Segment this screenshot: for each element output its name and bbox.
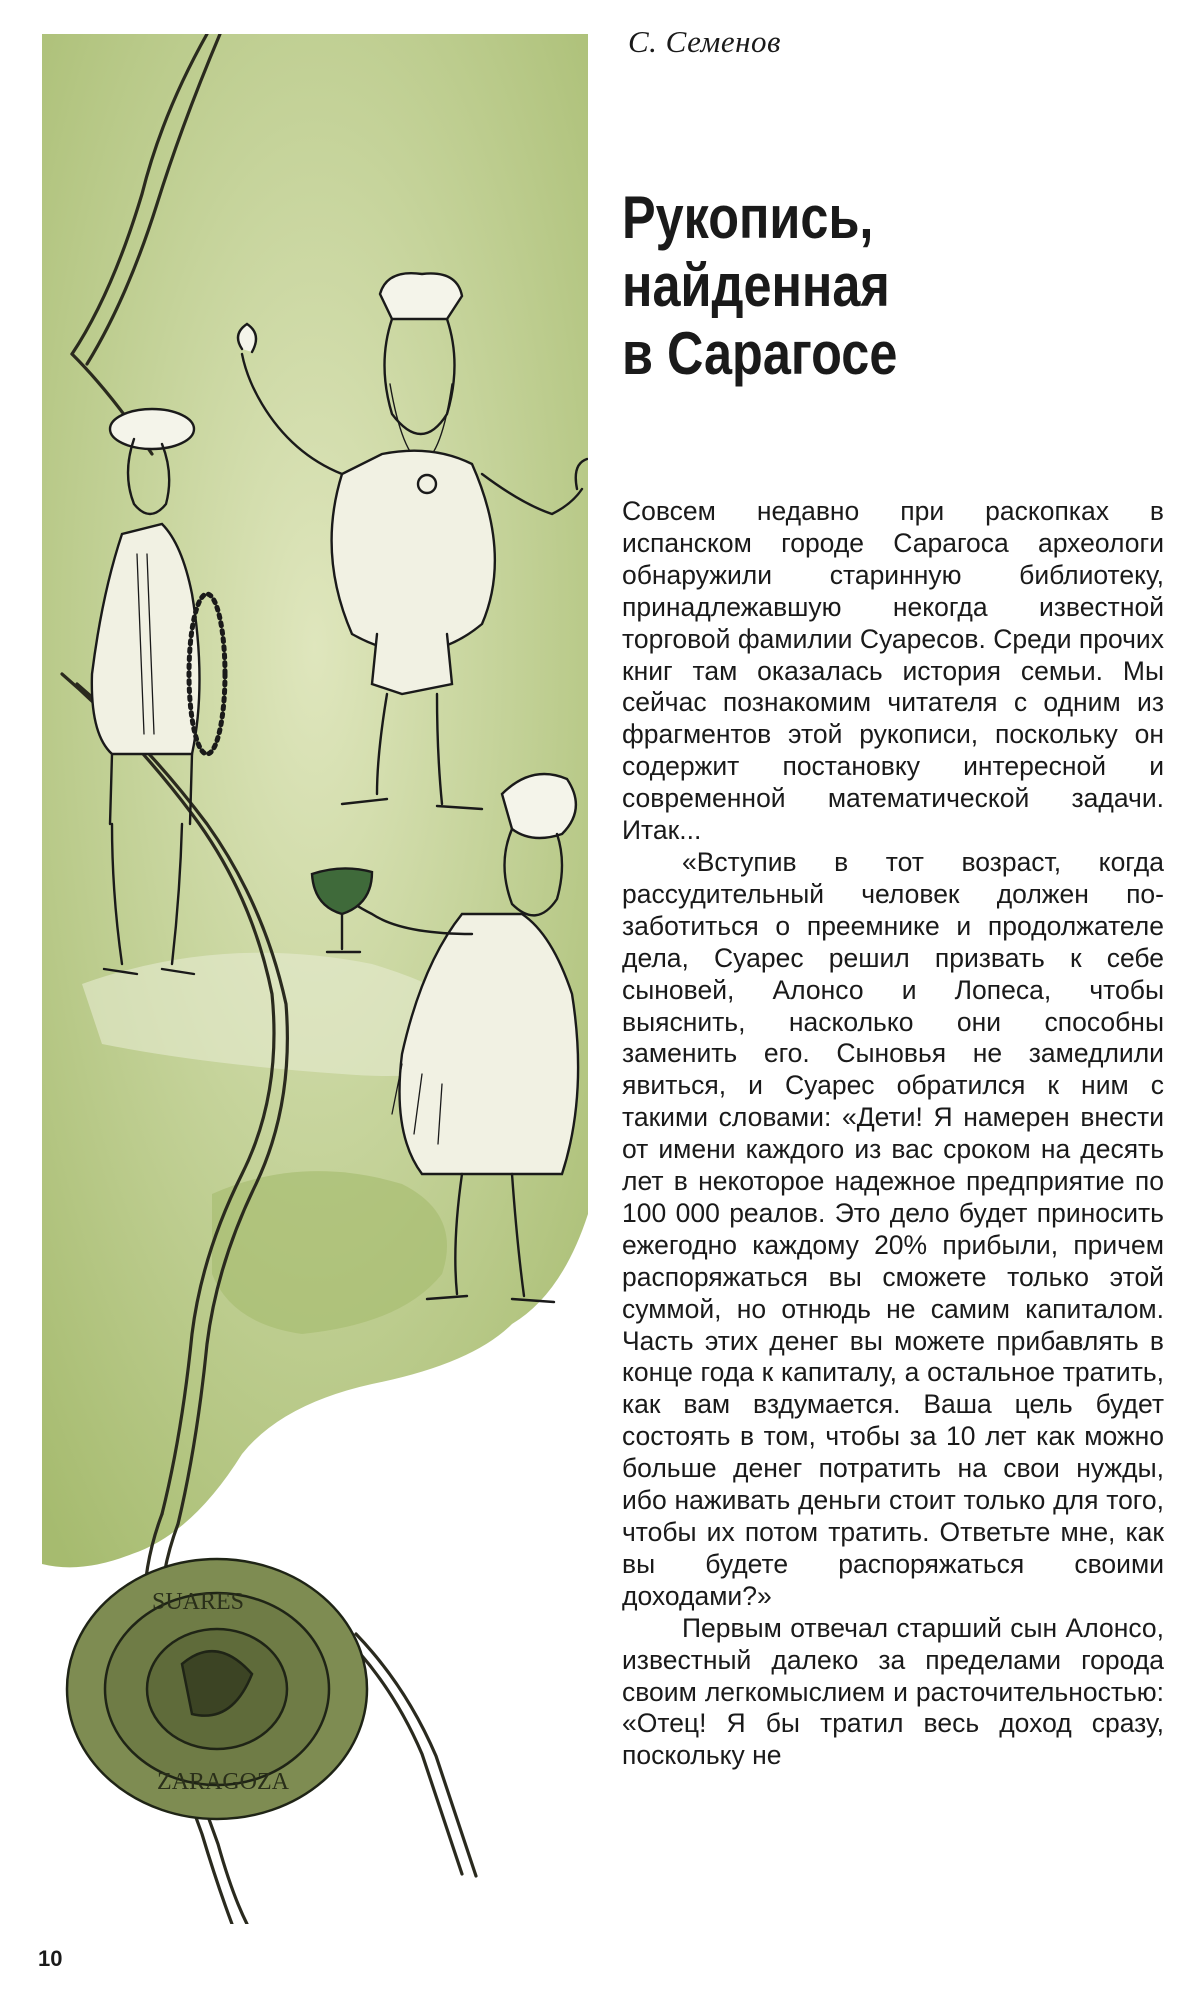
wax-seal — [67, 1559, 367, 1819]
page-number: 10 — [38, 1946, 63, 1971]
author-name: С. Семенов — [628, 24, 781, 59]
paragraph: Совсем недавно при раскопках в испанском городе Сарагоса археологи обнаружили старинную библиотеку, принадлежавшую некогда известной торговой фамилии Суаресов. Среди прочих книг там оказалась история семьи. Мы сейчас познакомим читателя с одним из фрагментов этой рукописи, поскольку он содержит постановку интересной и современной математической задачи. Итак... — [622, 496, 1164, 846]
illustration — [42, 34, 588, 1924]
title-line: найденная — [622, 252, 890, 319]
paragraph: Первым отвечал старший сын Алонсо, известный далеко за пределами города своим легкомыслием и расточительностью: «Отец! Я бы тратил весь доход сразу, поскольку не — [622, 1612, 1164, 1771]
seal-text-top: SUARES — [152, 1589, 245, 1615]
article-title — [622, 184, 1092, 388]
title-line: в Сарагосе — [622, 320, 898, 387]
paragraph: «Вступив в тот возраст, когда рассудительный человек должен позаботиться о преемнике и продолжателе дела, Суарес решил призвать к себе сыновей, Алонсо и Лопеса, чтобы выяснить, насколько они способны заменить его. Сыновья не замедлили явиться, и Суарес обратился к ним с такими словами: «Дети! Я намерен внести от имени каждого из вас сроком на десять лет в некоторое надежное предприятие по 100 000 реалов. Это дело будет приносить ежегодно каждому 20% прибыли, причем распоряжаться вы сможете только этой суммой, но отнюдь не самим капиталом. Часть этих денег вы можете прибавлять в конце года к капиталу, а остальное тратить, как вам вздумается. Ваша цель будет состоять в том, чтобы за 10 лет как можно больше денег потратить на свои нужды, ибо наживать деньги стоит только для того, чтобы их потом тратить. Ответьте мне, как вы будете распоряжаться своими доходами?» — [622, 846, 1164, 1611]
article-body — [622, 496, 1164, 1772]
seal-text-bottom: ZARAGOZA — [157, 1769, 289, 1795]
title-line: Рукопись, — [622, 184, 874, 251]
